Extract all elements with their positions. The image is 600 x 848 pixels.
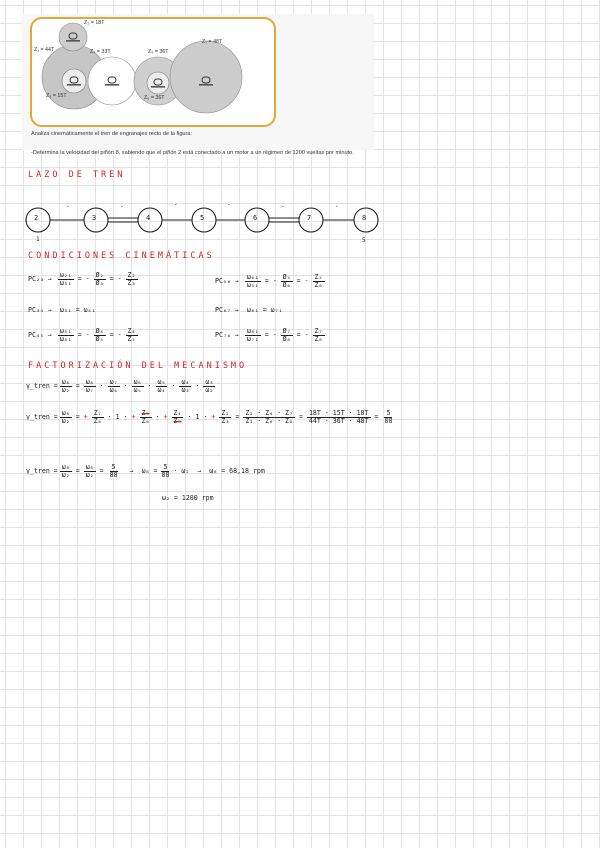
gear-z4 [88,57,136,105]
section-train-title: LAZO DE TREN [28,170,126,180]
given-omega2: ω₂ = 1200 rpm [162,494,214,502]
factor-line-2: γ_tren = $\frac{\text{ω₈}}{\text{ω₂}}$ = + $\frac{\text{Z₇}}{\text{Z₈}}$ · 1 · + $\frac{\text{Z₅}}{\text{Z₆}}$ · + $\frac{\text{Z₄}}{\text{Z₅}}$ · 1 · + $\frac{\text{Z₂}}{\text{Z₃}}$ = $\frac{\text{Z₂ · Z₄ · Z₇}}{\text{Z₃ · Z₆ · Z₈}}$ = $\frac{18T \cdot 15T \cdot 18T}{44T \cdot 36T \cdot 48T}$ = $\frac{5}{88}$ [26,409,393,425]
label-z4: Z₄ = 33T [90,49,111,55]
label-z6: Z₆ = 36T [144,95,165,101]
train-start-label: 1 [36,236,40,243]
gear-z6 [147,72,169,94]
train-node-4: 4 [146,214,151,222]
label-z3: Z₃ = 15T [46,93,67,99]
train-node-2: 2 [34,214,39,222]
label-z7: Z₇ = 48T [202,39,223,45]
condition-pc34: PC₃₄ → ω₃₁ = ω₄₁ [28,306,96,314]
problem-question: -Determina la velocidad del piñón 8, sabiendo que el piñón 2 está conectado a un motor a un régimen de 1200 vueltas por minuto. [31,150,354,156]
factor-line-3: γ_tren = $\frac{\text{ω₈}}{\text{ω₂}}$ = $\frac{\text{ω₈}}{\text{ω₂}}$ = $\frac{5}{88}$ → ω₈ = $\frac{5}{88}$ · ω₂ → ω₈ = 68,18 rpm [26,463,265,479]
train-connector-1: - [66,203,70,210]
result-omega8: ω₈ = 68,18 rpm [209,467,265,476]
section-conditions-title: CONDICIONES CINEMÁTICAS [28,251,215,261]
gear-train-figure [30,17,276,127]
section-factor-title: FACTORIZACIÓN DEL MECANISMO [28,361,248,371]
factor-line-1: γ_tren = $\frac{\text{ω₈}}{\text{ω₂}}$ = $\frac{\text{ω₈}}{\text{ω₇}}$ · $\frac{\text{ω₇}}{\text{ω₆}}$ · $\frac{\text{ω₆}}{\text{ω₅}}$ · $\frac{\text{ω₅}}{\text{ω₄}}$ · $\frac{\text{ω₄}}{\text{ω₃}}$ · $\frac{\text{ω₃}}{\text{ω₂}}$ [26,378,214,394]
condition-pc67: PC₆₇ → ω₆₁ = ω₇₁ [215,306,283,314]
train-end-label: 5 [362,237,366,244]
train-connector-3: - [174,201,178,208]
gear-train-drawing [32,19,274,125]
train-node-6: 6 [253,214,258,222]
train-connector-5: - [281,203,285,210]
label-z5: Z₅ = 36T [148,49,169,55]
train-node-3: 3 [92,214,97,222]
label-z2: Z₂ = 18T [84,20,105,26]
train-connector-6: - [335,203,339,210]
gear-z2 [59,23,87,51]
gear-z3 [62,69,86,93]
condition-pc23: PC₂₃ → $\frac{\text{ω₂₁}}{\text{ω₃₁}}$ = - $\frac{\text{Ø₂}}{\text{Ø₃}}$ = - $\frac{\text{Z₂}}{\text{Z₃}}$ [28,271,136,287]
condition-pc45: PC₄₅ → $\frac{\text{ω₅₁}}{\text{ω₄₁}}$ = - $\frac{\text{Ø₄}}{\text{Ø₅}}$ = - $\frac{\text{Z₄}}{\text{Z₅}}$ [28,327,136,343]
problem-intro: Analiza cinemáticamente el tren de engranajes recto de la figura: [31,131,193,137]
condition-pc56: PC₅₆ → $\frac{\text{ω₆₁}}{\text{ω₅₁}}$ = - $\frac{\text{Ø₅}}{\text{Ø₆}}$ = - $\frac{\text{Z₅}}{\text{Z₆}}$ [215,273,323,289]
train-node-7: 7 [307,214,312,222]
condition-pc78: PC₇₈ → $\frac{\text{ω₈₁}}{\text{ω₇₁}}$ = - $\frac{\text{Ø₇}}{\text{Ø₈}}$ = - $\frac{\text{Z₇}}{\text{Z₈}}$ [215,327,323,343]
label-z1: Z₁ = 44T [34,47,55,53]
train-connector-4: - [227,201,231,208]
train-connector-2: - [120,203,124,210]
train-node-5: 5 [200,214,205,222]
train-node-8: 8 [362,214,367,222]
